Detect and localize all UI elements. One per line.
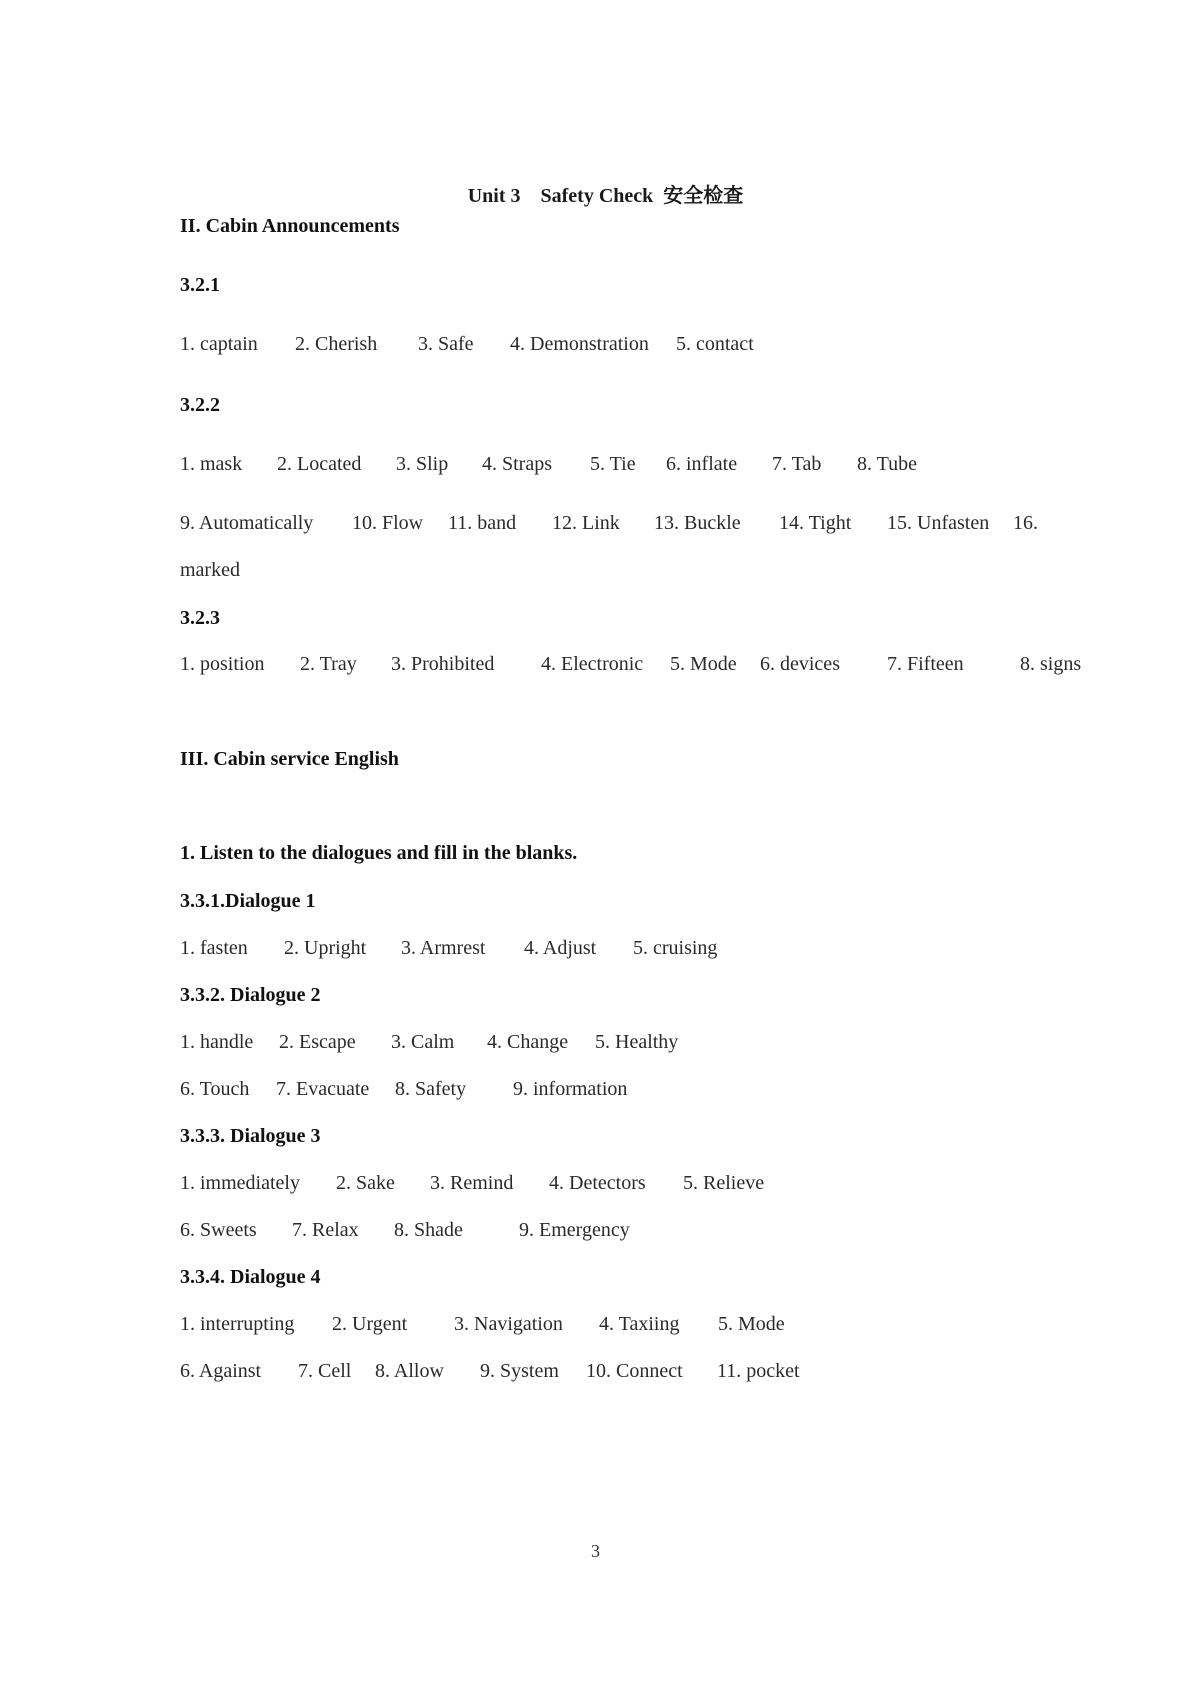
answer-item: 6. devices	[760, 653, 840, 675]
answer-item: 8. Shade	[394, 1219, 463, 1241]
answer-item: 11. band	[448, 512, 517, 534]
answer-item: 2. Upright	[284, 937, 367, 959]
subsection-label-3-2-1: 3.2.1	[180, 274, 220, 296]
answer-item: 6. inflate	[666, 453, 738, 475]
answer-item: 5. Mode	[718, 1313, 785, 1335]
answer-item: 7. Relax	[292, 1219, 359, 1241]
answer-item: 9. information	[513, 1078, 628, 1100]
answer-item: marked	[180, 559, 240, 581]
answer-item: 2. Sake	[336, 1172, 395, 1194]
page-number: 3	[591, 1541, 600, 1561]
subsection-label-3-2-3: 3.2.3	[180, 607, 220, 629]
answer-item: 13. Buckle	[654, 512, 741, 534]
answer-item: 1. handle	[180, 1031, 254, 1053]
answer-item: 5. cruising	[633, 937, 718, 959]
answer-item: 11. pocket	[717, 1360, 800, 1382]
answer-item: 8. Safety	[395, 1078, 467, 1100]
answer-item: 6. Against	[180, 1360, 262, 1382]
dialogue-label-2: 3.3.2. Dialogue 2	[180, 984, 321, 1006]
answer-item: 12. Link	[552, 512, 620, 534]
answer-item: 4. Straps	[482, 453, 552, 475]
answer-item: 2. Located	[277, 453, 362, 475]
answer-item: 9. System	[480, 1360, 559, 1382]
title-unit: Unit 3	[467, 185, 521, 207]
dialogue-label-3: 3.3.3. Dialogue 3	[180, 1125, 321, 1147]
answer-item: 4. Electronic	[541, 653, 644, 675]
title-chinese: 安全检查	[663, 183, 744, 207]
dialogue-label-1: 3.3.1.Dialogue 1	[180, 890, 316, 912]
answer-item: 3. Remind	[430, 1172, 514, 1194]
answer-item: 9. Automatically	[180, 512, 314, 534]
answer-item: 3. Slip	[396, 453, 449, 475]
section-heading-cabin-service: III. Cabin service English	[180, 748, 399, 770]
answer-item: 3. Armrest	[401, 937, 486, 959]
answer-item: 4. Change	[487, 1031, 569, 1053]
answer-item: 7. Cell	[298, 1360, 352, 1382]
answer-item: 9. Emergency	[519, 1219, 630, 1241]
answer-item: 4. Adjust	[524, 937, 597, 959]
answer-item: 1. captain	[180, 333, 258, 355]
answer-item: 3. Calm	[391, 1031, 455, 1053]
answer-item: 4. Taxiing	[599, 1313, 680, 1335]
dialogue-label-4: 3.3.4. Dialogue 4	[180, 1266, 321, 1288]
answer-item: 2. Cherish	[295, 333, 378, 355]
answer-item: 4. Demonstration	[510, 333, 649, 355]
answer-item: 1. fasten	[180, 937, 248, 959]
answer-item: 3. Safe	[418, 333, 474, 355]
answer-item: 2. Urgent	[332, 1313, 408, 1335]
answer-item: 16.	[1013, 512, 1038, 534]
section-heading-cabin-announcements: II. Cabin Announcements	[180, 215, 400, 237]
answer-item: 10. Flow	[352, 512, 424, 534]
answer-item: 3. Navigation	[454, 1313, 563, 1335]
answer-item: 14. Tight	[779, 512, 852, 534]
answer-item: 8. Allow	[375, 1360, 444, 1382]
answer-item: 10. Connect	[586, 1360, 683, 1382]
instruction-text: 1. Listen to the dialogues and fill in the blanks.	[180, 842, 578, 864]
answer-item: 1. position	[180, 653, 265, 675]
answer-item: 2. Tray	[300, 653, 357, 675]
answer-item: 7. Evacuate	[276, 1078, 370, 1100]
answer-item: 5. contact	[676, 333, 754, 355]
answer-item: 5. Tie	[590, 453, 636, 475]
answer-item: 7. Fifteen	[887, 653, 964, 675]
answer-item: 5. Mode	[670, 653, 737, 675]
answer-item: 8. signs	[1020, 653, 1082, 675]
answer-item: 3. Prohibited	[391, 653, 495, 675]
answer-item: 7. Tab	[772, 453, 822, 475]
answer-item: 15. Unfasten	[887, 512, 990, 534]
answer-item: 1. mask	[180, 453, 243, 475]
answer-item: 8. Tube	[857, 453, 918, 475]
answer-item: 4. Detectors	[549, 1172, 646, 1194]
answer-item: 1. immediately	[180, 1172, 300, 1194]
page-title	[0, 156, 1191, 231]
answer-item: 5. Relieve	[683, 1172, 765, 1194]
answer-item: 6. Touch	[180, 1078, 250, 1100]
subsection-label-3-2-2: 3.2.2	[180, 394, 220, 416]
answer-item: 2. Escape	[279, 1031, 356, 1053]
answer-item: 5. Healthy	[595, 1031, 679, 1053]
answer-item: 1. interrupting	[180, 1313, 295, 1335]
title-english: Safety Check	[540, 185, 654, 207]
answer-item: 6. Sweets	[180, 1219, 257, 1241]
